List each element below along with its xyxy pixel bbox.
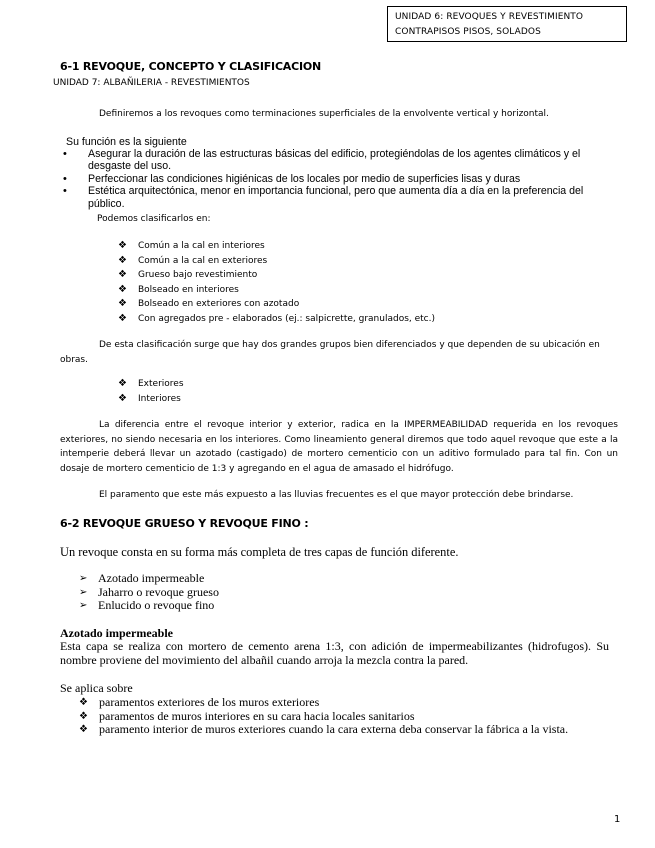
list-item: ❖ paramento interior de muros exteriores cuando la cara externa deba conservar la fábrica a la vista. [79, 722, 569, 737]
list-item: ❖ Bolseado en interiores [118, 283, 598, 298]
unit-header-box [387, 6, 627, 42]
diamond-bullet-icon: ❖ [118, 240, 127, 251]
page-number: 1 [614, 814, 621, 825]
diamond-bullet-icon: ❖ [118, 312, 127, 324]
list-item: ❖ Bolseado en exteriores con azotado [118, 297, 598, 312]
list-item: • Perfeccionar las condiciones higiénicas de los locales por medio de superficies lisas y duras [63, 173, 611, 185]
difference-text: La diferencia entre el revoque interior y exterior, radica en la IMPERMEABILIDAD requerida en los revoques exteriores, no siendo necesaria en los interiores. Como lineamiento general diremos que todo aquel revoque que este a la intemperie deberá llevar un azotado (castigado) de mortero cementicio con un aditivo formulado para tal fin. Con un dosaje de mortero cementicio de 1:3 y agregando en el agua de amasado el hidrófugo. [60, 420, 618, 474]
section1-subtitle: UNIDAD 7: ALBAÑILERIA - REVESTIMIENTOS [53, 78, 250, 88]
list-item: ❖ Común a la cal en interiores [118, 239, 598, 254]
diamond-bullet-icon: ❖ [79, 724, 88, 736]
list-item: ❖ Interiores [118, 392, 418, 407]
list-item: ❖ Con agregados pre - elaborados (ej.: salpicrette, granulados, etc.) [118, 312, 598, 327]
groups-text: De esta clasificación surge que hay dos grandes grupos bien diferenciados y que dependen de su ubicación en obras. [60, 340, 600, 365]
arrow-bullet-icon: ➢ [79, 600, 88, 612]
unit-header-line1: UNIDAD 6: REVOQUES Y REVESTIMIENTO [395, 12, 584, 22]
list-item: ❖ paramentos de muros interiores en su cara hacia locales sanitarios [79, 708, 415, 723]
unit-header-line2: CONTRAPISOS PISOS, SOLADOS [395, 27, 541, 37]
azotado-text: Esta capa se realiza con mortero de cemento arena 1:3, con adición de impermeabilizantes (hidrofugos). Su nombre proviene del movimiento del albañil cuando arroja la mezcla contra la pared. [60, 639, 609, 667]
list-item: ❖ Común a la cal en exteriores [118, 254, 598, 269]
applies-list [79, 696, 609, 737]
list-item: ➢ Azotado impermeable [79, 571, 205, 585]
diamond-bullet-icon: ❖ [118, 392, 127, 404]
classify-heading: Podemos clasificarlos en: [97, 214, 211, 224]
diamond-bullet-icon: ❖ [118, 283, 127, 295]
list-item: ➢ Jaharro o revoque grueso [79, 584, 219, 599]
arrow-bullet-icon: ➢ [79, 586, 88, 598]
diamond-bullet-icon: ❖ [118, 298, 127, 310]
applies-heading: Se aplica sobre [60, 681, 133, 695]
section1-title: 6-1 REVOQUE, CONCEPTO Y CLASIFICACION [60, 60, 322, 73]
list-item: ❖ paramentos exteriores de los muros exteriores [79, 695, 320, 709]
azotado-title: Azotado impermeable [60, 626, 173, 640]
groups-list [118, 377, 418, 406]
list-item: ❖ Grueso bajo revestimiento [118, 268, 598, 283]
section2-intro: Un revoque consta en su forma más completa de tres capas de función diferente. [60, 545, 459, 559]
diamond-bullet-icon: ❖ [79, 710, 88, 722]
list-item: ➢ Enlucido o revoque fino [79, 598, 215, 613]
layers-list [79, 572, 379, 613]
paramento-text: El paramento que este más expuesto a las lluvias frecuentes es el que mayor protección debe brindarse. [99, 490, 574, 500]
classification-list [118, 239, 598, 327]
section2-title: 6-2 REVOQUE GRUESO Y REVOQUE FINO : [60, 517, 309, 530]
list-item: ❖ Exteriores [118, 377, 418, 392]
section1-intro: Definiremos a los revoques como terminaciones superficiales de la envolvente vertical y horizontal. [99, 109, 549, 119]
diamond-bullet-icon: ❖ [118, 254, 127, 266]
function-list [63, 148, 611, 210]
diamond-bullet-icon: ❖ [118, 378, 127, 389]
arrow-bullet-icon: ➢ [79, 573, 88, 584]
function-heading: Su función es la siguiente [66, 136, 187, 148]
diamond-bullet-icon: ❖ [118, 269, 127, 281]
list-item: • Estética arquitectónica, menor en importancia funcional, pero que aumenta día a día en la preferencia del público. [63, 185, 611, 210]
diamond-bullet-icon: ❖ [79, 697, 88, 708]
list-item: • Asegurar la duración de las estructuras básicas del edificio, protegiéndolas de los agentes climáticos y el desgaste del uso. [63, 148, 611, 173]
